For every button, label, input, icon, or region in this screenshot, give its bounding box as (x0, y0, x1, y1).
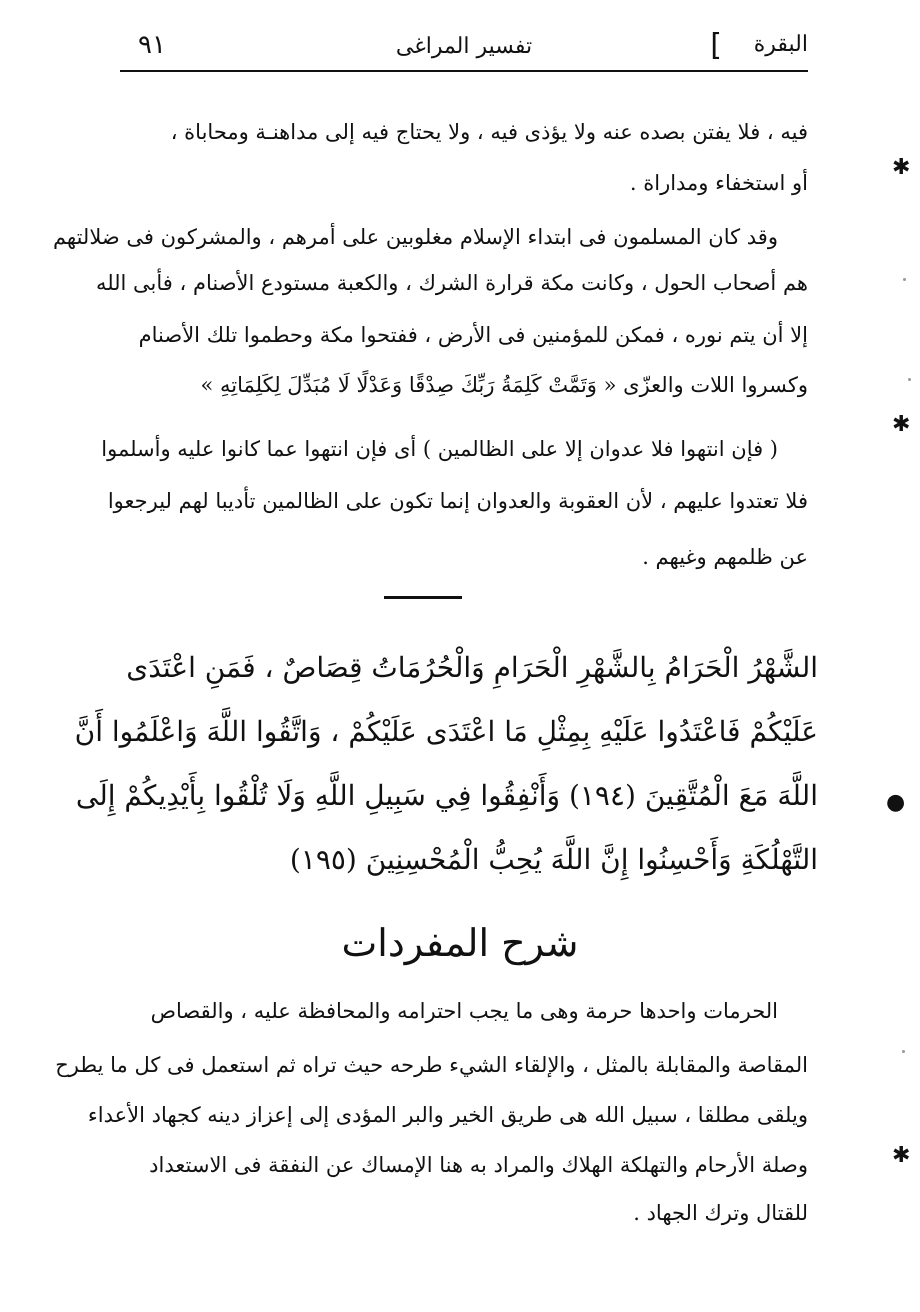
paragraph-line: وكسروا اللات والعزّى « وَتَمَّتْ كَلِمَةُ رَبِّكَ صِدْقًا وَعَدْلًا لَا مُبَدِّلَ لِكَلِمَاتِهِ » (200, 373, 808, 397)
paragraph-line (52, 222, 808, 252)
verse-line: عَلَيْكُمْ فَاعْتَدُوا عَلَيْهِ بِمِثْلِ مَا اعْتَدَى عَلَيْكُمْ ، وَاتَّقُوا اللَّهَ وَاعْلَمُوا أَنَّ (74, 715, 818, 748)
scan-speck (902, 1050, 905, 1053)
section-divider (384, 596, 462, 599)
glossary-line: وصلة الأرحام والتهلكة الهلاك والمراد به هنا الإمساك عن النفقة فى الاستعداد (149, 1153, 808, 1177)
book-title: تفسير المراغى (395, 34, 533, 59)
verse-line: التَّهْلُكَةِ وَأَحْسِنُوا إِنَّ اللَّهَ يُحِبُّ الْمُحْسِنِينَ (١٩٥) (289, 843, 818, 876)
paragraph-line: هم أصحاب الحول ، وكانت مكة قرارة الشرك ، والكعبة مستودع الأصنام ، فأبى الله (95, 271, 808, 295)
paragraph-text: ( فإن انتهوا فلا عدوان إلا على الظالمين ) أى فإن انتهوا عما كانوا عليه وأسلموا (101, 437, 778, 461)
paragraph-line: فلا تعتدوا عليهم ، لأن العقوبة والعدوان إنما تكون على الظالمين تأديبا لهم ليرجعوا (107, 489, 808, 513)
verse-line: الشَّهْرُ الْحَرَامُ بِالشَّهْرِ الْحَرَامِ وَالْحُرُمَاتُ قِصَاصٌ ، فَمَنِ اعْتَدَى (126, 651, 818, 684)
glossary-text: الحرمات واحدها حرمة وهى ما يجب احترامه والمحافظة عليه ، والقصاص (150, 999, 778, 1023)
scan-mark: ✱ (892, 412, 911, 437)
sura-name: البقرة (753, 32, 808, 57)
paragraph-text: وقد كان المسلمون فى ابتداء الإسلام مغلوبين على أمرهم ، والمشركون فى ضلالتهم (52, 225, 778, 249)
glossary-line (122, 996, 808, 1026)
page-number: ٩١ (138, 30, 166, 60)
paragraph-line: إلا أن يتم نوره ، فمكن للمؤمنين فى الأرض ، ففتحوا مكة وحطموا تلك الأصنام (138, 323, 808, 347)
paragraph-line (101, 434, 808, 464)
scan-mark: ● (886, 790, 906, 815)
paragraph-line: عن ظلمهم وغيهم . (642, 545, 808, 569)
section-heading: شرح المفردات (341, 921, 579, 965)
verse-line: اللَّهَ مَعَ الْمُتَّقِينَ (١٩٤) وَأَنْفِقُوا فِي سَبِيلِ اللَّهِ وَلَا تُلْقُوا بِأَيْدِيكُمْ إِلَى (75, 779, 818, 812)
scan-mark: ✱ (892, 1143, 911, 1168)
paragraph-line: فيه ، فلا يفتن بصده عنه ولا يؤذى فيه ، ولا يحتاج فيه إلى مداهنـة ومحاباة ، (170, 120, 808, 144)
header-bracket: ] (710, 28, 722, 63)
paragraph-line: أو استخفاء ومداراة . (629, 171, 808, 195)
running-header (120, 30, 808, 72)
scan-speck (908, 378, 911, 381)
glossary-line: المقاصة والمقابلة بالمثل ، والإلقاء الشيء طرحه حيث تراه ثم استعمل فى كل ما يطرح (55, 1053, 808, 1077)
glossary-line: للقتال وترك الجهاد . (633, 1201, 808, 1225)
scan-mark: ✱ (892, 155, 911, 180)
scan-speck (903, 278, 906, 281)
glossary-line: ويلقى مطلقا ، سبيل الله هى طريق الخير والبر المؤدى إلى إعزاز دينه كجهاد الأعداء (87, 1103, 808, 1127)
